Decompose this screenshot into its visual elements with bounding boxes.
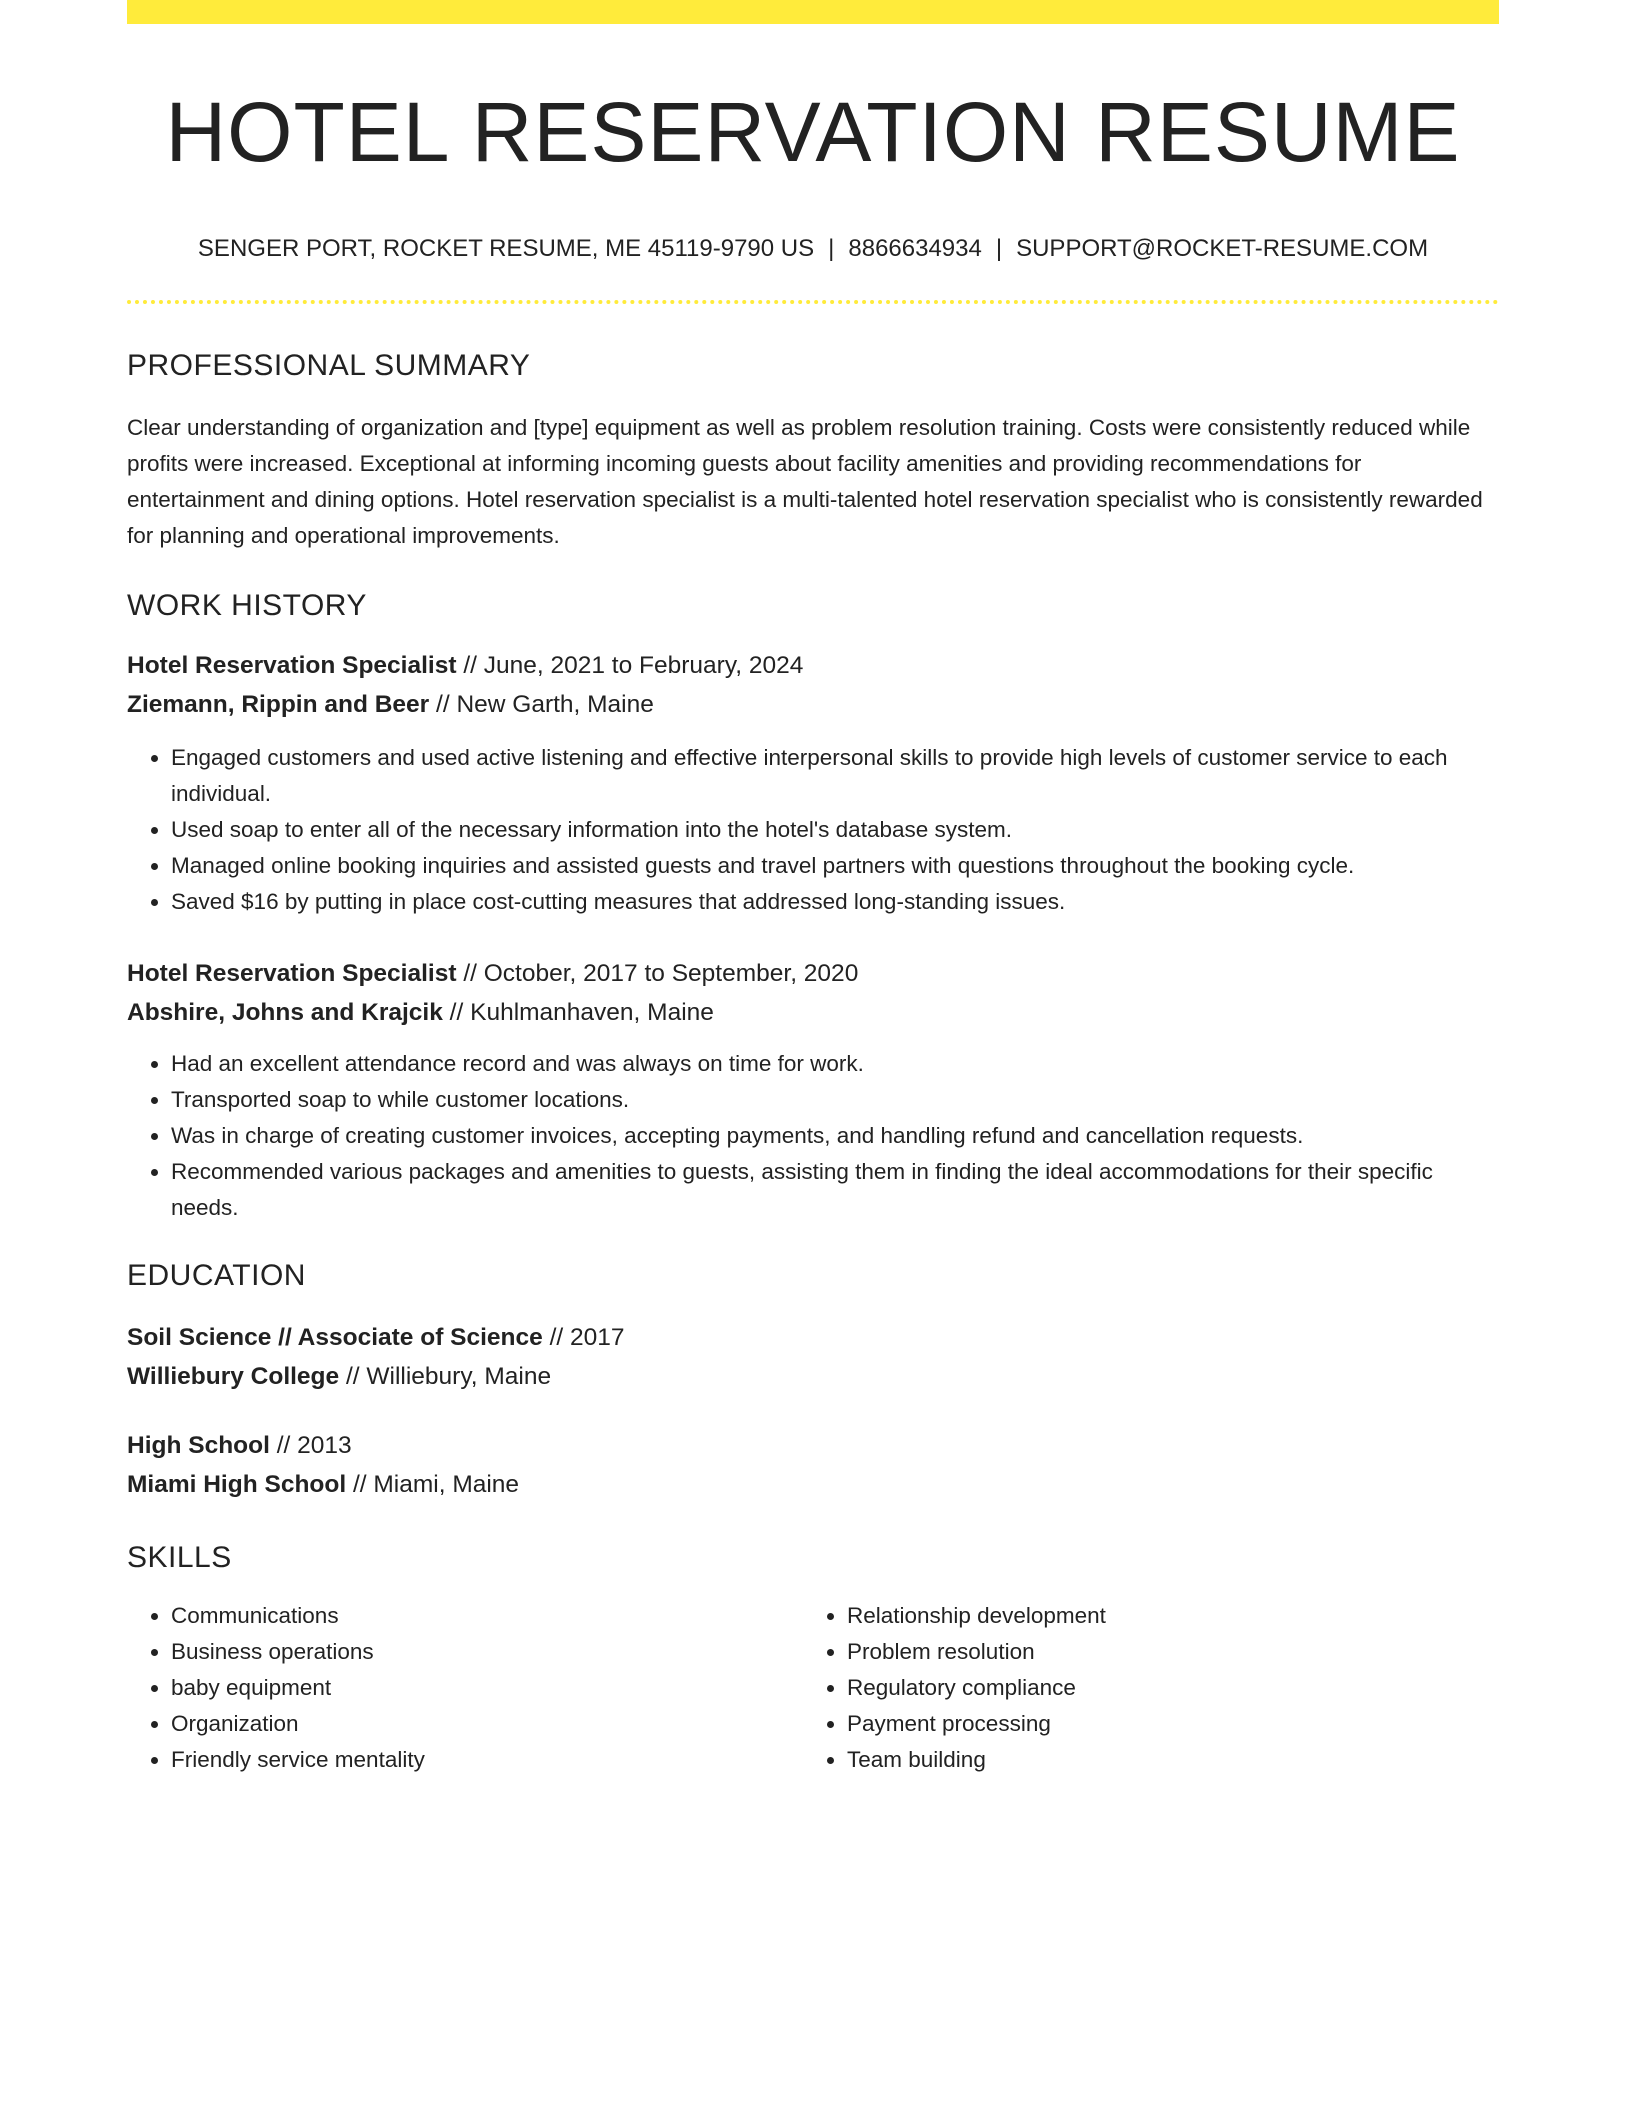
skill-item: • Payment processing — [847, 1706, 1479, 1742]
degree: Soil Science // Associate of Science — [127, 1323, 543, 1351]
contact-email: SUPPORT@ROCKET-RESUME.COM — [1016, 234, 1429, 262]
list-item: • Saved $16 by putting in place cost-cutting measures that addressed long-standing issues. — [171, 884, 1499, 920]
job-dates: // June, 2021 to February, 2024 — [456, 651, 804, 679]
school-line — [127, 1465, 1499, 1504]
job-bullets — [127, 1046, 1499, 1226]
skills-column-right — [803, 1598, 1479, 1778]
job-location: // Kuhlmanhaven, Maine — [442, 998, 714, 1026]
school-line — [127, 1357, 1499, 1396]
skill-item: • Business operations — [171, 1634, 803, 1670]
dotted-divider — [127, 300, 1499, 304]
skills-grid — [127, 1598, 1499, 1778]
degree-year: // 2013 — [269, 1431, 352, 1459]
job-dates: // October, 2017 to September, 2020 — [456, 959, 859, 987]
job-title-line — [127, 646, 1499, 685]
contact-line — [127, 233, 1499, 264]
contact-phone: 8866634934 — [848, 234, 982, 262]
job-location: // New Garth, Maine — [429, 690, 654, 718]
summary-heading: PROFESSIONAL SUMMARY — [127, 348, 531, 382]
job-entry — [127, 646, 1499, 920]
skill-item: • Relationship development — [847, 1598, 1479, 1634]
degree-line — [127, 1426, 1499, 1465]
contact-separator: | — [995, 234, 1003, 262]
skill-item: • Communications — [171, 1598, 803, 1634]
resume-page — [127, 0, 1499, 1778]
contact-separator: | — [828, 234, 835, 262]
job-company-line — [127, 993, 1499, 1032]
list-item: • Engaged customers and used active listening and effective interpersonal skills to provide high levels of customer service to each individual. — [171, 740, 1499, 812]
list-item: • Managed online booking inquiries and assisted guests and travel partners with questions throughout the booking cycle. — [171, 848, 1499, 884]
job-title-line — [127, 954, 1499, 993]
skills-list — [803, 1598, 1479, 1778]
skill-item: • Team building — [847, 1742, 1479, 1778]
work-history-heading: WORK HISTORY — [127, 588, 367, 622]
contact-address: SENGER PORT, ROCKET RESUME, ME 45119-9790 US — [197, 234, 815, 262]
list-item: • Was in charge of creating customer invoices, accepting payments, and handling refund and cancellation requests. — [171, 1118, 1499, 1154]
education-entry — [127, 1318, 1499, 1396]
job-entry — [127, 954, 1499, 1226]
top-accent-bar — [127, 0, 1499, 24]
school-location: // Miami, Maine — [346, 1470, 520, 1498]
skills-column-left — [127, 1598, 803, 1778]
degree-line — [127, 1318, 1499, 1357]
list-item: • Recommended various packages and amenities to guests, assisting them in finding the ideal accommodations for their specific needs. — [171, 1154, 1499, 1226]
education-heading: EDUCATION — [127, 1258, 306, 1292]
resume-title: HOTEL RESERVATION RESUME — [165, 85, 1461, 179]
skill-item: • baby equipment — [171, 1670, 803, 1706]
skill-item: • Friendly service mentality — [171, 1742, 803, 1778]
list-item: • Transported soap to while customer locations. — [171, 1082, 1499, 1118]
skills-list — [127, 1598, 803, 1778]
job-title: Hotel Reservation Specialist — [127, 959, 457, 987]
skill-item: • Regulatory compliance — [847, 1670, 1479, 1706]
job-company-line — [127, 685, 1499, 724]
skills-heading: SKILLS — [127, 1540, 232, 1574]
school-location: // Williebury, Maine — [339, 1362, 552, 1390]
job-company: Ziemann, Rippin and Beer — [127, 690, 430, 718]
degree-year: // 2017 — [542, 1323, 625, 1351]
job-title: Hotel Reservation Specialist — [127, 651, 457, 679]
degree: High School — [127, 1431, 270, 1459]
job-bullets — [127, 740, 1499, 920]
list-item: • Had an excellent attendance record and was always on time for work. — [171, 1046, 1499, 1082]
skill-item: • Organization — [171, 1706, 803, 1742]
school: Miami High School — [127, 1470, 347, 1498]
skill-item: • Problem resolution — [847, 1634, 1479, 1670]
school: Williebury College — [127, 1362, 340, 1390]
education-entry — [127, 1426, 1499, 1504]
summary-text: Clear understanding of organization and [type] equipment as well as problem resolution training. Costs were consistently reduced while profits were increased. Exceptional at informing incoming guests about facility amenities and providing recommendations for entertainment and dining options. Hotel reservation specialist is a multi-talented hotel reservation specialist who is consistently rewarded for planning and operational improvements. — [127, 414, 1483, 548]
list-item: • Used soap to enter all of the necessary information into the hotel's database system. — [171, 812, 1499, 848]
job-company: Abshire, Johns and Krajcik — [127, 998, 443, 1026]
